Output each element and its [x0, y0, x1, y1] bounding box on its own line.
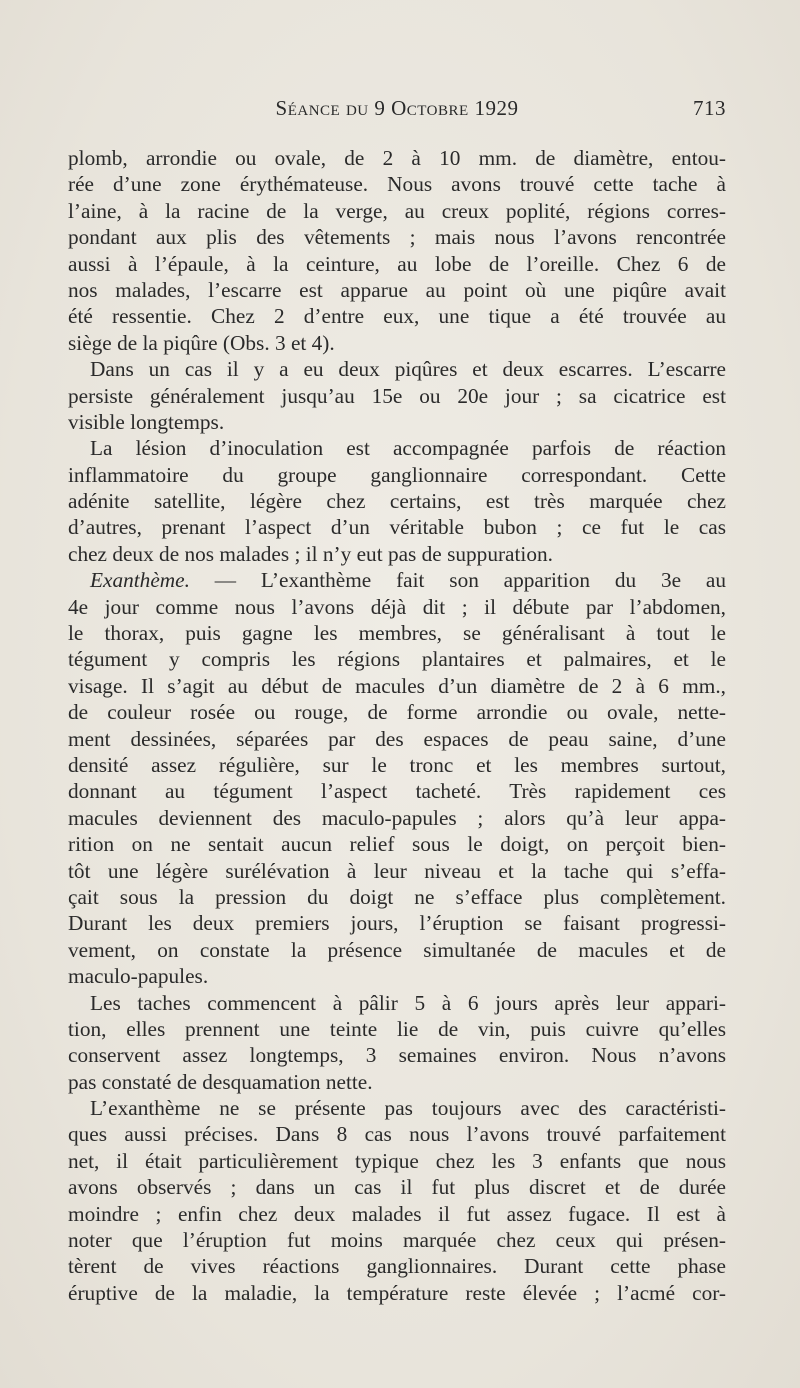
text-line: ques aussi précises. Dans 8 cas nous l’avons trouvé parfaitement [68, 1122, 726, 1147]
text-line: visible longtemps. [68, 409, 225, 434]
header-title-month: Octobre [385, 96, 475, 120]
text-line: conservent assez longtemps, 3 semaines environ. Nous n’avons [68, 1043, 726, 1068]
exanthem-heading-rest: — L’exanthème fait son apparition du 3e au [189, 568, 726, 593]
text-line: d’autres, prenant l’aspect d’un véritable bubon ; ce fut le cas [68, 515, 726, 540]
text-line: moindre ; enfin chez deux malades il fut assez fugace. Il est à [68, 1201, 726, 1226]
text-line: rée d’une zone érythémateuse. Nous avons trouvé cette tache à [68, 172, 726, 197]
header-title [68, 96, 726, 121]
text-line: 4e jour comme nous l’avons déjà dit ; il débute par l’abdomen, [68, 594, 726, 619]
text-line: tèrent de vives réactions ganglionnaires. Durant cette phase [68, 1254, 726, 1279]
running-header [68, 96, 726, 126]
text-line: le thorax, puis gagne les membres, se généralisant à tout le [68, 621, 726, 646]
text-line: donnant au tégument l’aspect tacheté. Très rapidement ces [68, 779, 726, 804]
text-line: adénite satellite, légère chez certains, est très marquée chez [68, 489, 726, 514]
text-line: inflammatoire du groupe ganglionnaire correspondant. Cette [68, 462, 726, 487]
body-text [68, 145, 726, 1306]
text-line: tôt une légère surélévation à leur niveau et la tache qui s’effa- [68, 858, 726, 883]
text-line: macules deviennent des maculo-papules ; alors qu’à leur appa- [68, 805, 726, 830]
text-line: chez deux de nos malades ; il n’y eut pas de suppuration. [68, 541, 553, 566]
header-title-number: 9 [374, 96, 386, 120]
text-line: densité assez régulière, sur le tronc et les membres surtout, [68, 752, 726, 777]
text-line: nos malades, l’escarre est apparue au point où une piqûre avait [68, 277, 726, 302]
text-line: tégument y compris les régions plantaires et palmaires, et le [68, 647, 726, 672]
exanthem-paragraph-start [68, 567, 726, 593]
text-line: ment dessinées, séparées par des espaces de peau saine, d’une [68, 726, 726, 751]
text-line: rition on ne sentait aucun relief sous le doigt, on perçoit bien- [68, 832, 726, 857]
text-line: été ressentie. Chez 2 d’entre eux, une tique a été trouvée au [68, 304, 726, 329]
header-title-prefix: Séance du [275, 96, 375, 120]
header-title-year: 1929 [474, 96, 519, 120]
text-line: plomb, arrondie ou ovale, de 2 à 10 mm. de diamètre, entou- [68, 146, 726, 170]
text-line: Durant les deux premiers jours, l’éruption se faisant progressi- [68, 911, 726, 936]
text-line: avons observés ; dans un cas il fut plus discret et de durée [68, 1175, 726, 1200]
text-line: éruptive de la maladie, la température reste élevée ; l’acmé cor- [68, 1280, 726, 1305]
text-line: pas constaté de desquamation nette. [68, 1069, 373, 1094]
text-line: çait sous la pression du doigt ne s’efface plus complètement. [68, 884, 726, 909]
page-number: 713 [693, 96, 726, 120]
text-line: maculo-papules. [68, 964, 209, 989]
text-line: de couleur rosée ou rouge, de forme arrondie ou ovale, nette- [68, 700, 726, 725]
text-line: Les taches commencent à pâlir 5 à 6 jours après leur appari- [90, 990, 726, 1015]
text-line: noter que l’éruption fut moins marquée chez ceux qui présen- [68, 1228, 726, 1253]
exanthem-heading: Exanthème. [90, 568, 190, 593]
text-line: visage. Il s’agit au début de macules d’un diamètre de 2 à 6 mm., [68, 673, 726, 698]
text-line: pondant aux plis des vêtements ; mais nous l’avons rencontrée [68, 225, 726, 250]
text-line: siège de la piqûre (Obs. 3 et 4). [68, 330, 335, 355]
text-line: tion, elles prennent une teinte lie de vin, puis cuivre qu’elles [68, 1016, 726, 1041]
text-line: Dans un cas il y a eu deux piqûres et deux escarres. L’escarre [90, 357, 726, 382]
text-line: aussi à l’épaule, à la ceinture, au lobe de l’oreille. Chez 6 de [68, 251, 726, 276]
text-line: L’exanthème ne se présente pas toujours avec des caractéristi- [90, 1096, 726, 1121]
text-line: La lésion d’inoculation est accompagnée parfois de réaction [90, 436, 726, 461]
text-line: l’aine, à la racine de la verge, au creux poplité, régions corres- [68, 198, 726, 223]
text-line: vement, on constate la présence simultanée de macules et de [68, 937, 726, 962]
text-line: net, il était particulièrement typique chez les 3 enfants que nous [68, 1148, 726, 1173]
text-line: persiste généralement jusqu’au 15e ou 20e jour ; sa cicatrice est [68, 383, 726, 408]
